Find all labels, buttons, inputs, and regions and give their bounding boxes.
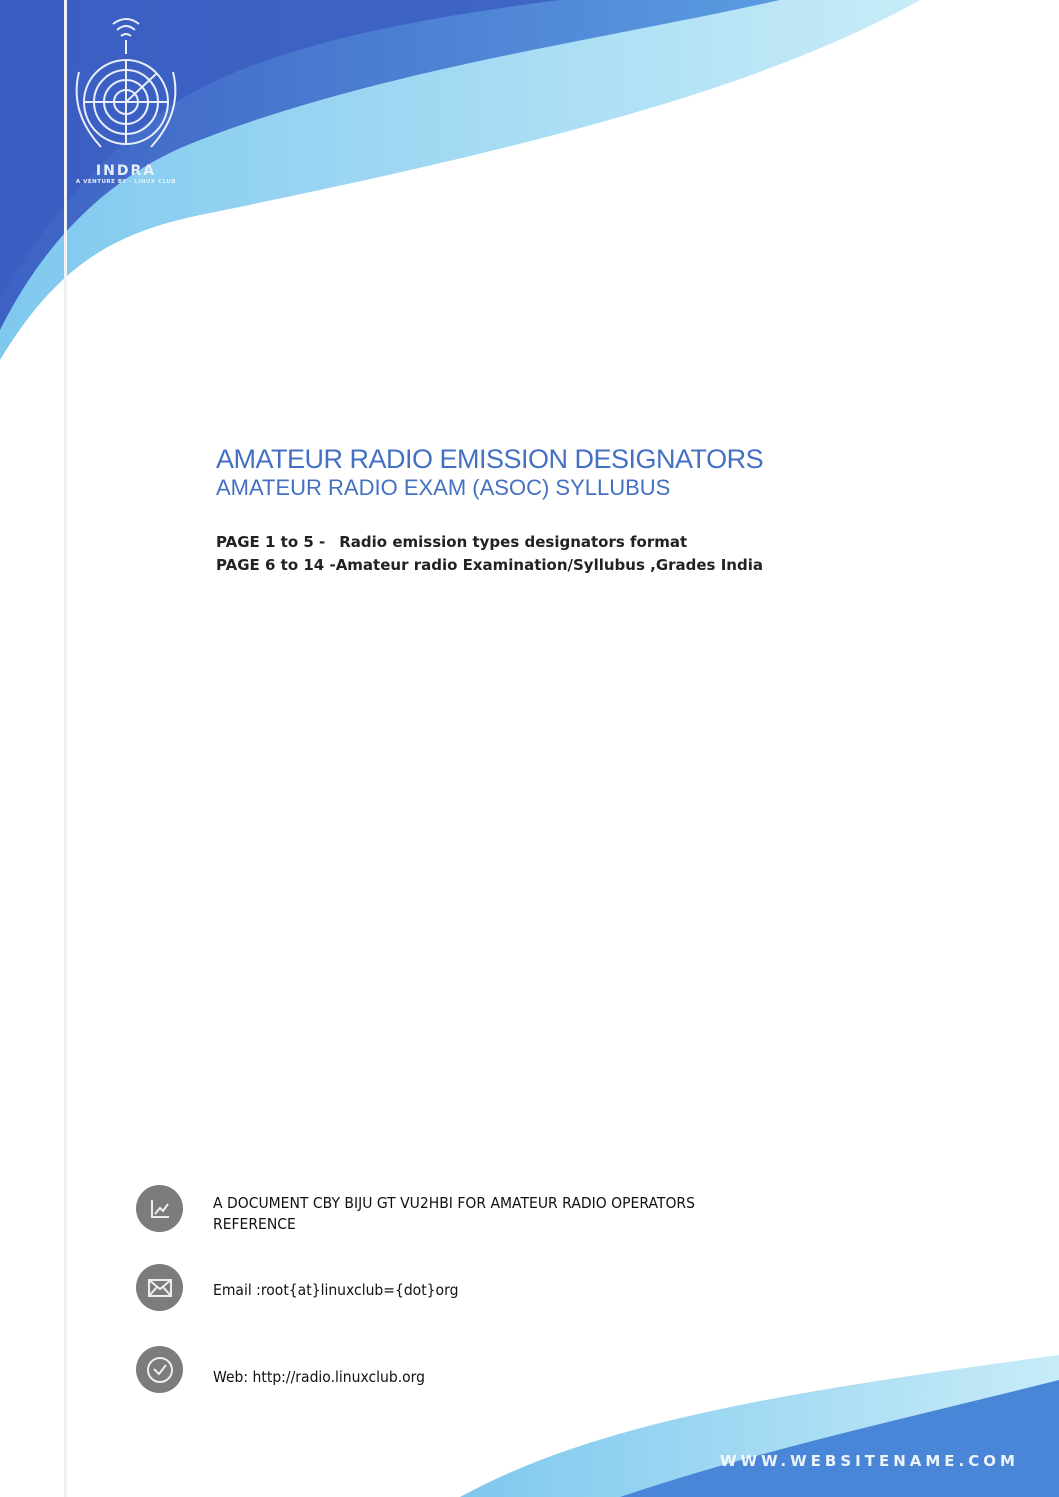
left-margin-line [64,0,67,1497]
email-link[interactable]: Email :root{at}linuxclub={dot}org [213,1281,459,1299]
document-titles [216,444,763,501]
chart-icon [136,1185,183,1232]
envelope-icon [136,1264,183,1311]
page-range: PAGE 6 to 14 - [216,556,336,574]
radar-emblem-icon [61,12,191,157]
clock-icon [136,1346,183,1393]
sub-title: AMATEUR RADIO EXAM (ASOC) SYLLUBUS [216,475,671,500]
logo-tagline: A VENTURE BY - LINUX CLUB [75,179,177,185]
main-title: AMATEUR RADIO EMISSION DESIGNATORS [216,444,764,474]
page-desc: Amateur radio Examination/Syllubus ,Grades India [335,556,763,574]
page-range: PAGE 1 to 5 - [216,533,326,551]
page-index-item [216,554,763,577]
author-line: A DOCUMENT CBY BIJU GT VU2HBI FOR AMATEUR RADIO OPERATORS [213,1194,695,1212]
footer-website: WWW.WEBSITENAME.COM [720,1452,1019,1470]
indra-logo [58,12,194,185]
logo-name: INDRA [95,163,157,179]
author-line: REFERENCE [213,1215,296,1233]
page-index [216,531,763,577]
page-index-item [216,531,763,554]
page-desc: Radio emission types designators format [339,533,688,551]
web-link[interactable]: Web: http://radio.linuxclub.org [213,1368,426,1386]
